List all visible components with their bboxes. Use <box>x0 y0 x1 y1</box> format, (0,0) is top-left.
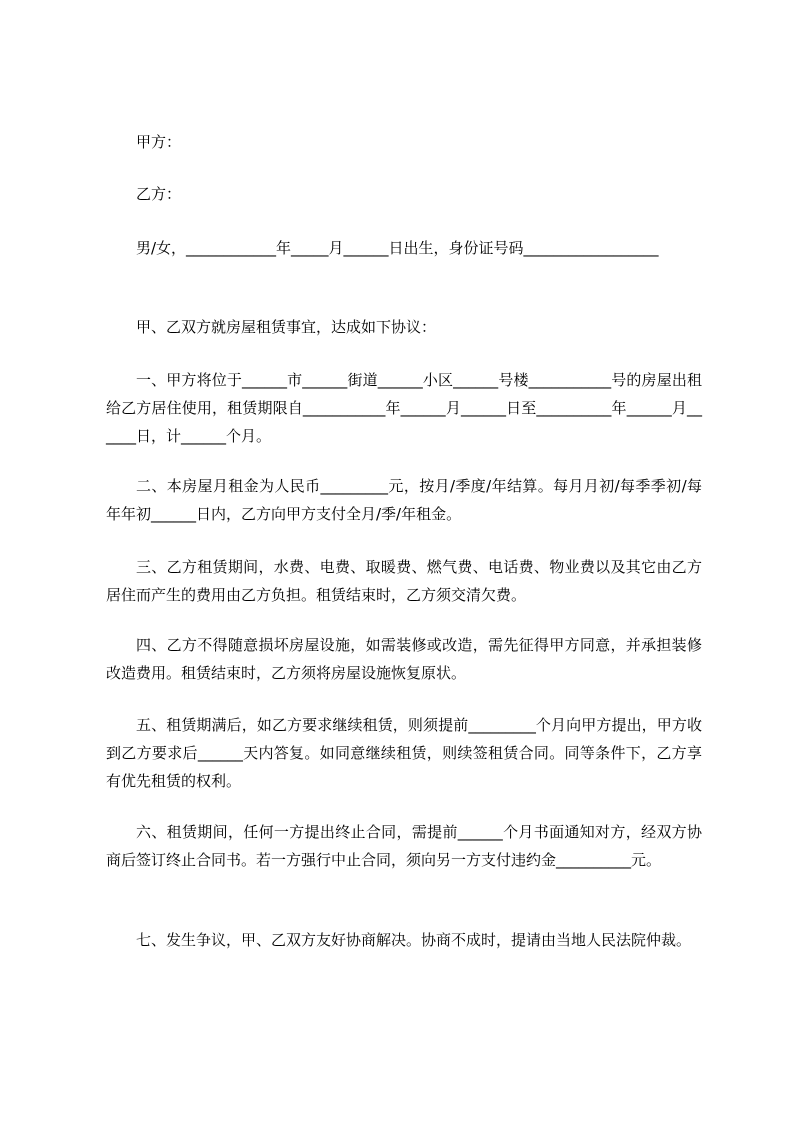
agreement-intro: 甲、乙双方就房屋租赁事宜，达成如下协议： <box>136 318 437 336</box>
clause-3: 三、乙方租赁期间，水费、电费、取暖费、燃气费、电话费、物业费以及其它由乙方居住而产生的费用由乙方负担。租赁结束时，乙方须交清欠费。 <box>106 558 702 604</box>
id-info-line: 男/女，____________年_____月______日出生，身份证号码__________________ <box>136 239 659 257</box>
party-b-label: 乙方： <box>136 185 182 203</box>
party-a-label: 甲方： <box>136 133 182 151</box>
clause-7: 七、发生争议，甲、乙双方友好协商解决。协商不成时，提请由当地人民法院仲裁。 <box>136 931 692 949</box>
clause-1: 一、甲方将位于______市______街道______小区______号楼___________号的房屋出租给乙方居住使用，租赁期限自___________年______月______日至__________年______月______日，计______个月。 <box>106 371 702 445</box>
clause-6: 六、租赁期间，任何一方提出终止合同，需提前______个月书面通知对方，经双方协商后签订终止合同书。若一方强行中止合同，须向另一方支付违约金__________元。 <box>106 823 702 869</box>
clause-5: 五、租赁期满后，如乙方要求继续租赁，则须提前_________个月向甲方提出，甲方收到乙方要求后______天内答复。如同意继续租赁，则续签租赁合同。同等条件下，乙方享有优先租赁的权利。 <box>106 716 702 790</box>
clause-2: 二、本房屋月租金为人民币_________元，按月/季度/年结算。每月月初/每季季初/每年年初______日内，乙方向甲方支付全月/季/年租金。 <box>106 477 702 523</box>
clause-4: 四、乙方不得随意损坏房屋设施，如需装修或改造，需先征得甲方同意，并承担装修改造费用。租赁结束时，乙方须将房屋设施恢复原状。 <box>106 636 702 682</box>
